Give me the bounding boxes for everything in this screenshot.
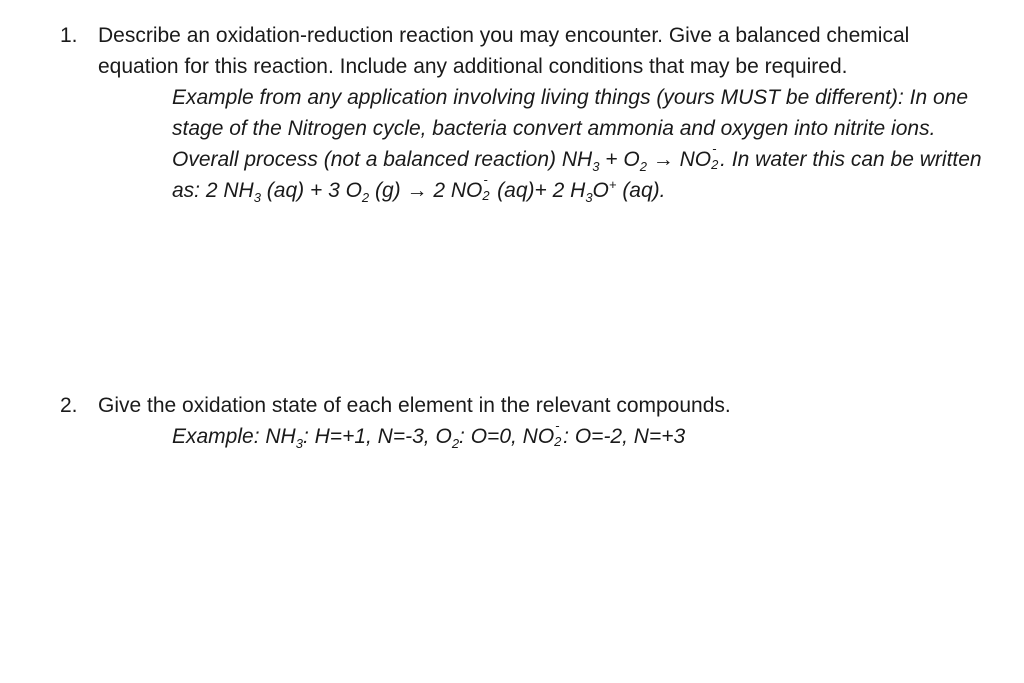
question-2-example: Example: $NH_3$: H=+1, N=-3, $O_2$: O=0, NO - 2 : O=-2, N=+3 (172, 418, 686, 451)
states-nh3: H=+1, N=-3 (314, 425, 424, 448)
question-number: 2. (60, 394, 78, 417)
end-text: . (659, 179, 666, 202)
question-number: 1. (60, 24, 78, 47)
compound-nh3: $NH_3$: (265, 425, 315, 451)
balanced-reaction: 2 $NH_3$ (aq) + 3 $O_2$ (g) → 2 NO - 2 (aq)+ 2 $H_3O^+$ (aq) (205, 172, 660, 205)
example-label: Example: (172, 425, 260, 448)
states-o2: O=0 (470, 425, 511, 448)
compound-no2: NO - 2 : (522, 418, 575, 449)
compound-o2: $O_2$: (435, 425, 471, 451)
question-1-example (172, 82, 992, 206)
states-no2: O=-2, N=+3 (574, 425, 686, 448)
question-text: Give the oxidation state of each element in the relevant compounds. (98, 394, 731, 417)
mid-text: . In water this can be written as: (172, 148, 982, 202)
example-intro: Example from any application involving living things (yours MUST be different): In one stage of the Nitrogen cycle, bacteria convert ammonia and oxygen into nitrite ions. Overall process (not a balanced reaction) (172, 86, 969, 171)
overall-reaction: $NH_3 + O_2$ → NO - 2 (561, 141, 719, 174)
question-1-prompt (60, 20, 990, 82)
question-2 (60, 390, 990, 452)
question-1 (60, 20, 990, 206)
question-text: Describe an oxidation-reduction reaction you may encounter. Give a balanced chemical equation for this reaction. Include any additional conditions that may be required. (98, 24, 910, 78)
question-2-prompt (60, 390, 990, 421)
